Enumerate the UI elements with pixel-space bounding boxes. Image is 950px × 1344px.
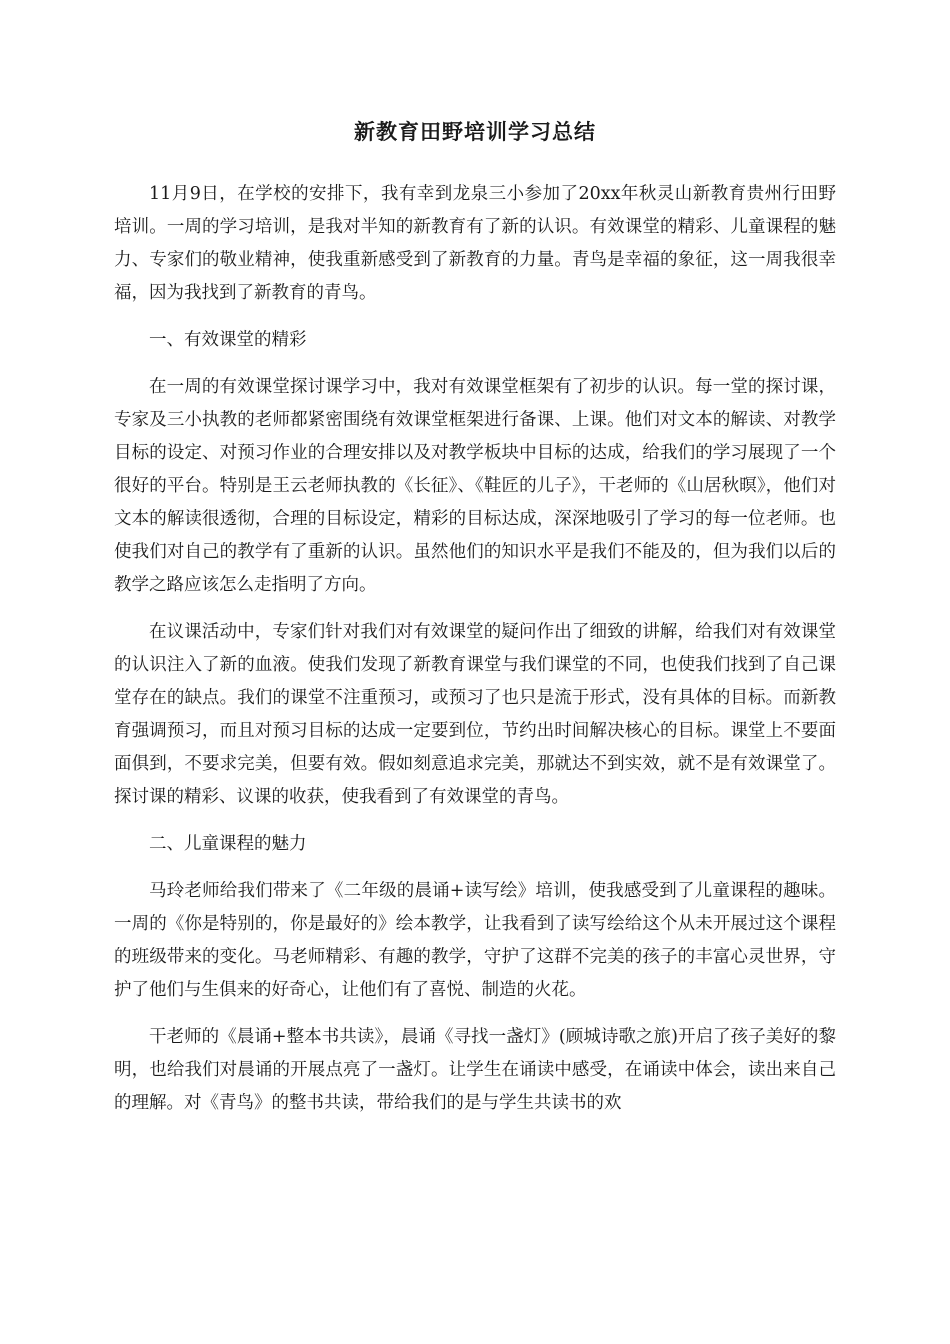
body-paragraph: 在一周的有效课堂探讨课学习中，我对有效课堂框架有了初步的认识。每一堂的探讨课，专家及三小执教的老师都紧密围绕有效课堂框架进行备课、上课。他们对文本的解读、对教学目标的设定、对预习作业的合理安排以及对教学板块中目标的达成，给我们的学习展现了一个很好的平台。特别是王云老师执教的《长征》、《鞋匠的儿子》，干老师的《山居秋暝》，他们对文本的解读很透彻，合理的目标设定，精彩的目标达成，深深地吸引了学习的每一位老师。也使我们对自己的教学有了重新的认识。虽然他们的知识水平是我们不能及的，但为我们以后的教学之路应该怎么走指明了方向。 [114, 377, 836, 595]
body-paragraph: 在议课活动中，专家们针对我们对有效课堂的疑问作出了细致的讲解，给我们对有效课堂的认识注入了新的血液。使我们发现了新教育课堂与我们课堂的不同，也使我们找到了自己课堂存在的缺点。我们的课堂不注重预习，或预习了也只是流于形式，没有具体的目标。而新教育强调预习，而且对预习目标的达成一定要到位，节约出时间解决核心的目标。课堂上不要面面俱到，不要求完美，但要有效。假如刻意追求完美，那就达不到实效，就不是有效课堂了。探讨课的精彩、议课的收获，使我看到了有效课堂的青鸟。 [114, 622, 836, 807]
section-heading-childrens-curriculum: 二、儿童课程的魅力 [149, 834, 307, 854]
document-body [114, 178, 836, 1134]
document-title: 新教育田野培训学习总结 [354, 119, 596, 144]
body-paragraph: 马玲老师给我们带来了《二年级的晨诵+读写绘》培训，使我感受到了儿童课程的趣味。一周的《你是特别的，你是最好的》绘本教学，让我看到了读写绘给这个从未开展过这个课程的班级带来的变化。马老师精彩、有趣的教学，守护了这群不完美的孩子的丰富心灵世界，守护了他们与生俱来的好奇心，让他们有了喜悦、制造的火花。 [114, 881, 836, 1000]
intro-paragraph: 11月9日，在学校的安排下，我有幸到龙泉三小参加了20xx年秋灵山新教育贵州行田野培训。一周的学习培训，是我对半知的新教育有了新的认识。有效课堂的精彩、儿童课程的魅力、专家们的敬业精神，使我重新感受到了新教育的力量。青鸟是幸福的象征，这一周我很幸福，因为我找到了新教育的青鸟。 [114, 184, 836, 303]
section-heading-effective-classroom: 一、有效课堂的精彩 [149, 330, 307, 350]
body-paragraph: 干老师的《晨诵+整本书共读》，晨诵《寻找一盏灯》(顾城诗歌之旅)开启了孩子美好的黎明，也给我们对晨诵的开展点亮了一盏灯。让学生在诵读中感受，在诵读中体会，读出来自己的理解。对《青鸟》的整书共读，带给我们的是与学生共读书的欢 [114, 1027, 836, 1113]
